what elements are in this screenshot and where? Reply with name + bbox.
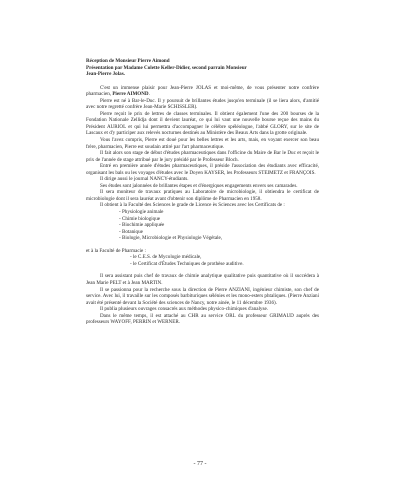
paragraph: Vous l'avez compris, Pierre est doué pour les belles lettres et les arts, mais, en voyant exercer son beau frère, pharmacien, Pierre est soudain attiré par l'art pharmaceutique.: [86, 137, 319, 150]
paragraph: Il publia plusieurs ouvrages consacrés aux méthodes physico-chimiques d'analyse.: [100, 306, 268, 313]
title-line-3: Jean-Pierre Jolas.: [86, 71, 125, 78]
paragraph: Ses études sont jalonnées de brillantes étapes et d'énergiques engagements envers ses camarades.: [100, 182, 298, 189]
intro-end: .: [148, 91, 150, 98]
paragraph: Il sera moniteur de travaux pratiques au Laboratoire de microbiologie, il obtiendra le certificat de microbiologie dont il sera lauréat avant d'obtenir son diplôme de Pharmacien en 1958.: [86, 189, 319, 202]
intro-name: Pierre AIMOND: [112, 91, 149, 98]
list-item: - le Certificat d'Études Techniques de prothèse auditive.: [130, 260, 244, 267]
paragraph: Il se passionna pour la recherche sous la direction de Pierre ANZIANI, ingénieur chimiste, son chef de service. Avec lui, il travaille sur les composés barbituriques sélénies et les mono-esters phtaliques. (Pierre Anziani avait été présenté devant la Société des sciences de Nancy, notre ainée, le 11 décembre 1936).: [86, 286, 319, 306]
certificates-list: [86, 209, 319, 242]
paragraph: Pierre reçoit le prix de lettres de classes terminales. Il obtient également l'une des 200 bourses de la Fondation Nationale Zellidja dont il devient lauréat, ce qui lui vaut une nouvelle bourse reçue des mains du Président AURIOL et qui lui permettra d'accompagner le célèbre spéléologue, l'abbé GLORY, sur le site de Lascaux et d'y participer aux relevés nocturnes destinés au Ministère des Beaux Arts dans la grotte originale.: [86, 110, 319, 137]
paragraph: Il fait alors son stage de début d'études pharmaceutiques dans l'officine du Maire de Bar le Duc et reçoit le prix de l'année de stage attribué par le jury présidé par le Professeur Bloch.: [86, 150, 319, 163]
list-item: - Botanique: [119, 228, 143, 235]
paragraph: Pierre est né à Bar-le-Duc. Il y poursuit de brillantes études jusqu'en terminale (il se liera alors, d'amitié avec notre regretté confrère Jean-Marie SCHISSLER).: [86, 97, 319, 111]
paragraph: Il obtient à la Faculté des Sciences le grade de Licence ès Sciences avec les Certificats de :: [100, 202, 285, 209]
intro-paragraph: [86, 85, 319, 98]
title-line-1: Réception de Monsieur Pierre Aimond: [86, 58, 170, 64]
page-number: - 77 -: [193, 461, 207, 467]
intro-text: C'est un immense plaisir pour Jean-Pierre JOLAS et moi-même, de vous présenter notre confrère pharmacien,: [86, 84, 319, 98]
title-line-2: Présentation par Madame Colette Keller-Didier, second parrain Monsieur: [86, 64, 247, 71]
faculty-line: et à la Faculté de Pharmacie :: [86, 247, 146, 254]
list-item: - Biologie, Microbiologie et Physiologie Végétale,: [119, 235, 223, 242]
list-item: - Chimie biologique: [119, 215, 161, 222]
paragraph: Entré en première année d'études pharmaceutiques, il préside l'association des étudiants avec efficacité, organisant les bals ou les voyages d'études avec le Doyen KAYSER, les Professeurs STEIMETZ et FRANÇOIS.: [86, 163, 319, 176]
list-item: - Biochimie appliquée: [119, 222, 165, 229]
faculty-list: [86, 254, 319, 267]
list-item: - le C.E.S. de Mycologie médicale,: [130, 254, 202, 261]
paragraph: Dans le même temps, il est attaché au CHR au service ORL du professeur GRIMAUD auprès des professeurs WAYOFF, PERRIN et WERNER.: [86, 312, 319, 326]
paragraph: Il dirige aussi le journal NANCY-étudiants.: [100, 176, 189, 183]
list-item: - Physiologie animale: [119, 209, 164, 216]
document-body: [86, 58, 319, 326]
paragraph: Il sera assistant puis chef de travaux de chimie analytique qualitative puis quantitative où il succédera à Jean Marie PELT et à Jean MARTIN.: [86, 273, 319, 286]
spacer: [86, 78, 319, 85]
